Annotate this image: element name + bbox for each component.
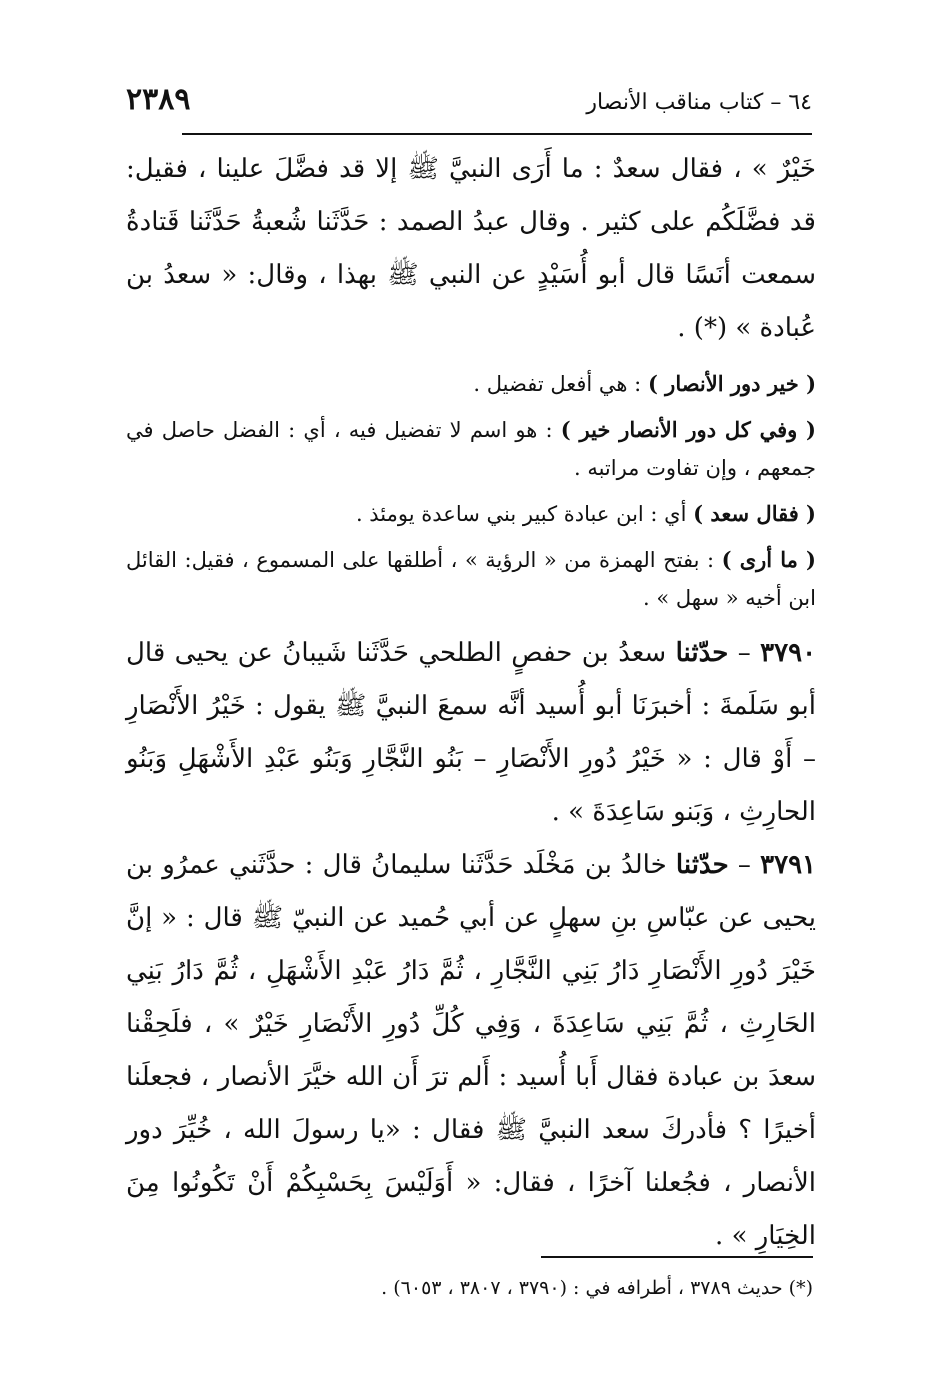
sharh-text: أي : ابن عبادة كبير بني ساعدة يومئذ . — [355, 502, 694, 526]
hadith-lead: حدّثنا — [675, 850, 729, 880]
hadith-text: خالدُ بن مَخْلَد حَدَّثَنا سليمانُ قال : حدَّثَني عمرُو بن يحيى عن عبّاسِ بنِ سهلٍ عن أبي حُميد عن النبيّ ﷺ قال : « إنَّ خَيْرَ دُورِ الأَنْصَارِ دَارُ بَنِي النَّجَّارِ ، ثُمَّ دَارُ عَبْدِ الأَشْهَلِ ، ثُمَّ دَارُ بَنِي الحَارِثِ ، ثُمَّ بَنِي سَاعِدَةَ ، وَفِي كُلِّ دُورِ الأَنْصَارِ خَيْرٌ » ، فلَحِقْنا سعدَ بن عبادة فقال أَبا أُسيد : أَلم ترَ أَن الله خيَّرَ الأنصار ، فجعلَنا أخيرًا ؟ فأدركَ سعد النبيَّ ﷺ فقال : «يا رسولَ الله ، خُيِّرَ دور الأنصار ، فجُعلنا آخرًا ، فقال: « أَوَلَيْسَ بِحَسْبِكُمْ أَنْ تَكُونُوا مِنَ الخِيَارِ » . — [126, 850, 816, 1251]
chapter-title: ٦٤ – كتاب مناقب الأنصار — [586, 90, 812, 115]
hadith-number: ٣٧٩١ — [760, 850, 817, 880]
sharh-lead: ( ما أرى ) — [721, 547, 816, 572]
hadith-text: سعدُ بن حفصٍ الطلحي حَدَّثَنا شَيبانُ عن يحيى قال أبو سَلَمةَ : أخبرَنَا أبو أُسيد أنَّه سمعَ النبيَّ ﷺ يقول : خَيْرُ الأَنْصَارِ – أَوْ قال : « خَيْرُ دُورِ الأَنْصَارِ – بَنُو النَّجَّارِ وَبَنُو عَبْدِ الأَشْهَلِ وَبَنُو الحارِثِ ، وَبَنو سَاعِدَةَ » . — [126, 638, 816, 827]
sharh-lead: ( خير دور الأنصار ) — [647, 371, 816, 396]
footnote-divider — [541, 1256, 813, 1258]
sharh-lead: ( وفي كل دور الأنصار خير ) — [560, 417, 816, 442]
sharh-text: : بفتح الهمزة من « الرؤية » ، أطلقها على المسموع ، فقيل: القائل ابن أخيه « سهل » . — [126, 548, 816, 610]
sharh-entry — [126, 365, 816, 403]
hadith-3791: ٣٧٩١ – حدّثنا خالدُ بن مَخْلَد حَدَّثَنا سليمانُ قال : حدَّثَني عمرُو بن يحيى عن عبّاسِ بنِ سهلٍ عن أبي حُميد عن النبيّ ﷺ قال : « إنَّ خَيْرَ دُورِ الأَنْصَارِ دَارُ بَنِي النَّجَّارِ ، ثُمَّ دَارُ عَبْدِ الأَشْهَلِ ، ثُمَّ دَارُ بَنِي الحَارِثِ ، ثُمَّ بَنِي سَاعِدَةَ ، وَفِي كُلِّ دُورِ الأَنْصَارِ خَيْرٌ » ، فلَحِقْنا سعدَ بن عبادة فقال أَبا أُسيد : أَلم ترَ أَن الله خيَّرَ الأنصار ، فجعلَنا أخيرًا ؟ فأدركَ سعد النبيَّ ﷺ فقال : «يا رسولَ الله ، خُيِّرَ دور الأنصار ، فجُعلنا آخرًا ، فقال: « أَوَلَيْسَ بِحَسْبِكُمْ أَنْ تَكُونُوا مِنَ الخِيَارِ » . — [126, 850, 817, 1251]
hadith-3790: ٣٧٩٠ – حدّثنا سعدُ بن حفصٍ الطلحي حَدَّثَنا شَيبانُ عن يحيى قال أبو سَلَمةَ : أخبرَنَا أبو أُسيد أنَّه سمعَ النبيَّ ﷺ يقول : خَيْرُ الأَنْصَارِ – أَوْ قال : « خَيْرُ دُورِ الأَنْصَارِ – بَنُو النَّجَّارِ وَبَنُو عَبْدِ الأَشْهَلِ وَبَنُو الحارِثِ ، وَبَنو سَاعِدَةَ » . — [126, 638, 817, 827]
footnote: (*) حديث ٣٧٨٩ ، أطرافه في : (٣٧٩٠ ، ٣٨٠٧ ، ٦٠٥٣) . — [381, 1277, 813, 1299]
header-divider — [182, 133, 812, 135]
hadith-number: ٣٧٩٠ — [760, 638, 817, 668]
sharh-text: : هي أفعل تفضيل . — [473, 372, 648, 396]
main-text — [126, 143, 816, 1263]
page-number: ٢٣٨٩ — [126, 82, 191, 117]
page-header — [126, 78, 812, 130]
hadith-lead: حدّثنا — [675, 638, 729, 668]
sharh-entry — [126, 411, 816, 487]
sharh-entry — [126, 541, 816, 617]
sharh-lead: ( فقال سعد ) — [693, 501, 816, 526]
sharh-entry — [126, 495, 816, 533]
sharh-text: : هو اسم لا تفضيل فيه ، أي : الفضل حاصل في جمعهم ، وإن تفاوت مراتبه . — [126, 418, 816, 480]
intro-paragraph: خَيْرٌ » ، فقال سعدٌ : ما أَرَى النبيَّ ﷺ إلا قد فضَّلَ علينا ، فقيل: قد فضَّلَكُم على كثير . وقال عبدُ الصمد : حَدَّثَنا شُعبةُ حَدَّثَنا قَتادةُ سمعت أنَسًا قال أبو أُسَيْدٍ عن النبي ﷺ بهذا ، وقال: « سعدُ بن عُبادة » (*) . — [126, 154, 816, 343]
